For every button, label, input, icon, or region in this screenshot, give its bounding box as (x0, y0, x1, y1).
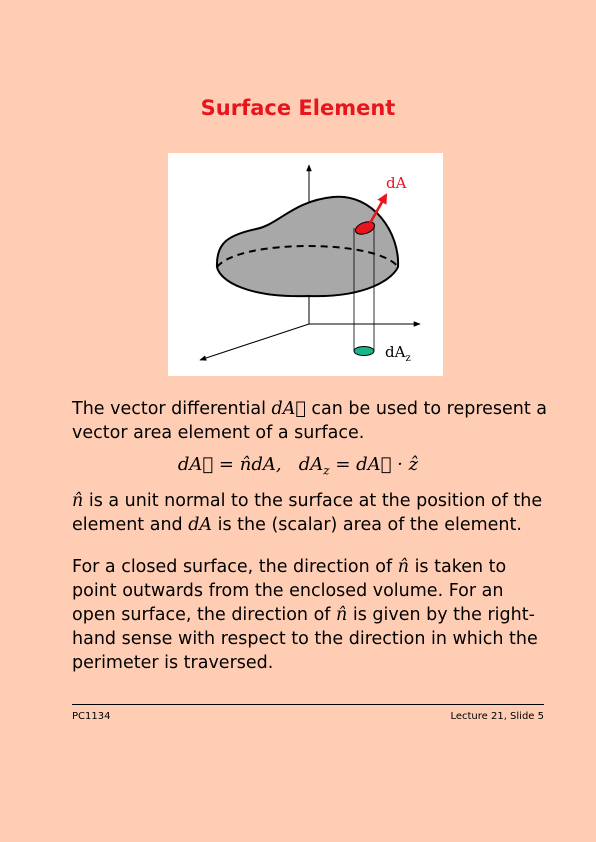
surface-figure (168, 153, 443, 376)
projected-element (354, 347, 374, 356)
label-dAz: $dA_z$ (385, 343, 411, 364)
paragraph-intro: The vector differential dA⃗ can be used to represent a vector area element of a surface. (72, 399, 548, 443)
paragraph-normal: n̂ is a unit normal to the surface at the position of the element and dA is the (scalar) area of the element. (72, 491, 543, 535)
footer-course: PC1134 (72, 711, 111, 722)
paragraph-direction: For a closed surface, the direction of n̂ is taken to point outwards from the enclosed volume. For an open surface, the direction of n̂ is given by the right-hand sense with respect to the direction in which the perimeter is traversed. (72, 557, 538, 673)
equation: dA⃗ = n̂dA, $dA_z$ = dA⃗ · ẑ (177, 454, 419, 478)
footer-slide-number: Lecture 21, Slide 5 (450, 711, 544, 722)
label-dA: dA (386, 174, 407, 192)
surface-diagram (168, 153, 443, 376)
slide-title: Surface Element (200, 96, 396, 120)
y-axis (200, 324, 309, 360)
footer-rule (72, 704, 544, 705)
curved-surface (217, 197, 398, 296)
